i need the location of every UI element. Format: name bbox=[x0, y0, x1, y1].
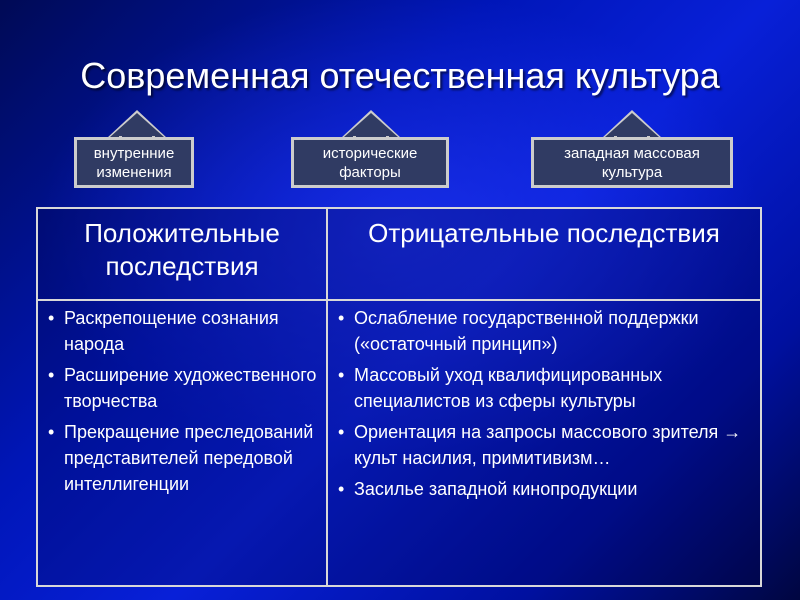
header-negative: Отрицательные последствия bbox=[368, 218, 720, 248]
factor-box-internal bbox=[74, 137, 194, 188]
factor-label: исторические факторы bbox=[322, 144, 418, 181]
list-item: • Засилье западной кинопродукции bbox=[336, 476, 756, 502]
positive-list bbox=[46, 305, 320, 497]
list-item: • Прекращение преследований представителей передовой интеллигенции bbox=[46, 419, 320, 497]
header-positive: Положительные последствия bbox=[84, 218, 280, 281]
list-item: • Ориентация на запросы массового зрителя → культ насилия, примитивизм… bbox=[336, 419, 756, 471]
factor-label: западная массовая культура bbox=[564, 144, 700, 181]
list-item: • Ослабление государственной поддержки («остаточный принцип») bbox=[336, 305, 756, 357]
row-divider bbox=[38, 299, 760, 301]
bullet-icon: • bbox=[48, 422, 55, 442]
factor-box-historical bbox=[291, 137, 449, 188]
up-arrow-icon bbox=[107, 110, 167, 138]
up-arrow-icon bbox=[341, 110, 401, 138]
bullet-icon: • bbox=[338, 479, 345, 499]
list-item: • Расширение художественного творчества bbox=[46, 362, 320, 414]
negative-cell bbox=[336, 305, 756, 507]
bullet-icon: • bbox=[48, 365, 55, 385]
bullet-icon: • bbox=[338, 365, 345, 385]
up-arrow-icon bbox=[602, 110, 662, 138]
factor-label: внутренние изменения bbox=[93, 144, 175, 181]
list-item: • Массовый уход квалифицированных специалистов из сферы культуры bbox=[336, 362, 756, 414]
bullet-icon: • bbox=[48, 308, 55, 328]
positive-cell bbox=[46, 305, 320, 502]
bullet-icon: • bbox=[338, 422, 345, 442]
page-title: Современная отечественная культура bbox=[80, 55, 720, 96]
list-item: • Раскрепощение сознания народа bbox=[46, 305, 320, 357]
consequences-table bbox=[36, 207, 762, 587]
column-divider bbox=[326, 209, 328, 585]
bullet-icon: • bbox=[338, 308, 345, 328]
negative-list bbox=[336, 305, 756, 502]
factor-box-western bbox=[531, 137, 733, 188]
